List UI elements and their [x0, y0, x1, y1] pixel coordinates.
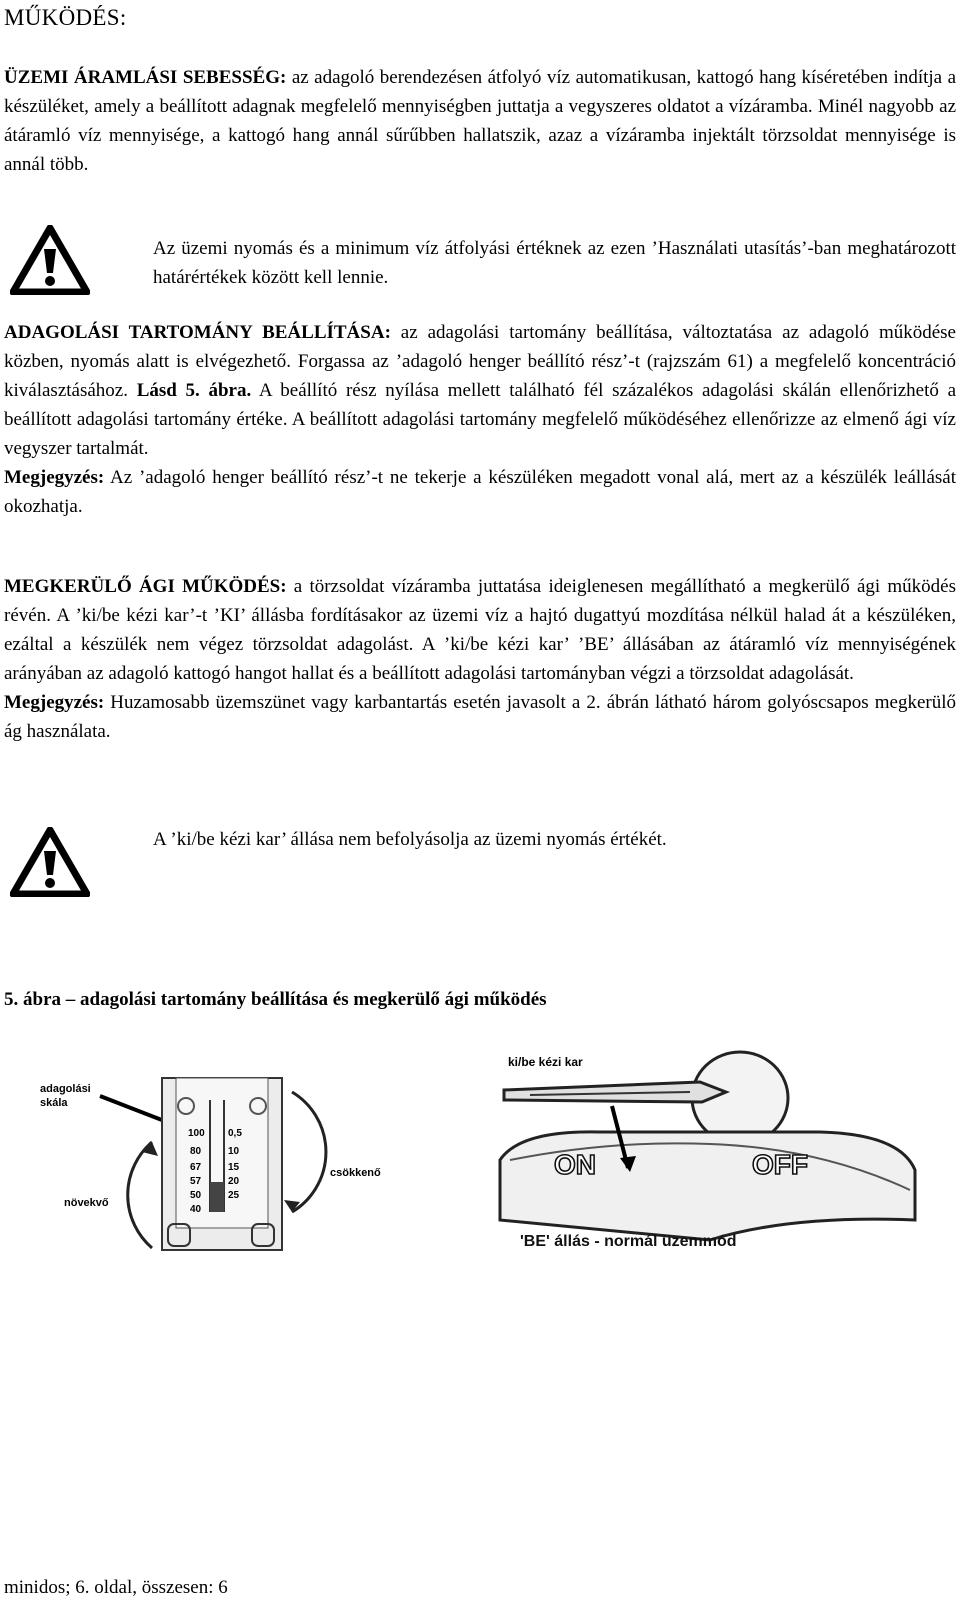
scale-tick-right: 10: [228, 1146, 240, 1157]
figure-caption: 5. ábra – adagolási tartomány beállítása és megkerülő ági működés: [4, 989, 547, 1010]
section-flow-rate: [4, 63, 956, 179]
section-text: az adagoló berendezésen átfolyó víz automatikusan, kattogó hang kíséretében indítja a készüléket, amely a beállított adagnak megfelelő mennyiségben juttatja a vegyszeres oldatot a vízáramba. Minél nagyobb az átáramló víz mennyisége, a kattogó hang annál sűrűbben hallatszik, azaz a vízáramba injektált törzsoldat mennyisége is annál több.: [4, 67, 957, 175]
section-bypass: [4, 572, 956, 746]
scale-tick-right: 0,5: [228, 1128, 242, 1139]
section-dosing-range: [4, 318, 956, 521]
on-label: ON: [554, 1149, 596, 1180]
figure-reference: Lásd 5. ábra.: [136, 380, 252, 401]
scale-tick-right: 25: [228, 1190, 240, 1201]
note-label: Megjegyzés:: [4, 692, 105, 713]
section-text: az adagolási tartomány beállítása, változtatása az adagoló működése közben, nyomás alatt is elvégezhető. Forgassa az ’adagoló henger beállító rész’-t (rajzszám 61) a megfelelő koncentráció kiválasztásához.: [4, 322, 956, 401]
scale-tick-left: 57: [190, 1176, 202, 1187]
rotation-arc-right: [292, 1092, 326, 1212]
scale-tick-right: 20: [228, 1176, 240, 1187]
scale-tick-left: 67: [190, 1162, 202, 1173]
section-heading: MEGKERÜLŐ ÁGI MŰKÖDÉS:: [4, 576, 287, 597]
decrease-label: csökkenő: [330, 1167, 381, 1179]
scale-tick-left: 80: [190, 1146, 202, 1157]
section-heading: ADAGOLÁSI TARTOMÁNY BEÁLLÍTÁSA:: [4, 322, 391, 343]
section-heading: ÜZEMI ÁRAMLÁSI SEBESSÉG:: [4, 67, 287, 88]
mode-caption: 'BE' állás - normál üzemmód: [520, 1233, 737, 1250]
warning-icon: [10, 827, 90, 897]
increase-label: növekvő: [64, 1197, 109, 1209]
warning-icon: [10, 225, 90, 295]
note-label: Megjegyzés:: [4, 467, 105, 488]
page-title: MŰKÖDÉS:: [4, 5, 127, 30]
section-text: a törzsoldat vízáramba juttatása ideiglenesen megállítható a megkerülő ági működés révén. A ’ki/be kézi kar’-t ’KI’ állásba fordításakor az üzemi víz a hajtó dugattyú mozdítása nélkül halad át a készüléken, ezáltal a készülék nem végez törzsoldat adagolást. A ’ki/be kézi kar’ ’BE’ állásában az átáramló víz mennyiségének arányában az adagoló kattogó hangot hallat és a beállított adagolási tartományban végzi a törzsoldat adagolását.: [4, 576, 956, 684]
off-label: OFF: [752, 1149, 808, 1180]
lever-label: ki/be kézi kar: [508, 1055, 583, 1069]
scale-tick-right: 15: [228, 1162, 240, 1173]
rotation-arc-left: [128, 1142, 152, 1248]
scale-label-line2: skála: [40, 1097, 68, 1109]
arrow-head: [284, 1200, 300, 1212]
warning-text: Az üzemi nyomás és a minimum víz átfolyási értéknek az ezen ’Használati utasítás’-ban meghatározott határértékek között kell lennie.: [153, 238, 956, 288]
scale-tick-left: 100: [188, 1128, 205, 1139]
lever-handle: [504, 1082, 726, 1102]
scale-level: [210, 1182, 224, 1212]
note-text: Az ’adagoló henger beállító rész’-t ne tekerje a készüléken megadott vonal alá, mert az a készülék leállását okozhatja.: [4, 467, 956, 517]
dosing-scale-figure: [30, 1072, 430, 1262]
page-footer: minidos; 6. oldal, összesen: 6: [4, 1577, 228, 1598]
section-text: A beállító rész nyílása mellett található fél százalékos adagolási skálán ellenőrizhető a beállított adagolási tartomány értéke. A beállított adagolási tartomány megfelelő működéséhez ellenőrizze az elmenő ági víz vegyszer tartalmát.: [4, 380, 957, 459]
scale-tick-left: 40: [190, 1204, 202, 1215]
bypass-lever-figure: [490, 1040, 930, 1260]
note-text: Huzamosabb üzemszünet vagy karbantartás esetén javasolt a 2. ábrán látható három golyóscsapos megkerülő ág használata.: [4, 692, 956, 742]
warning-text: A ’ki/be kézi kar’ állása nem befolyásolja az üzemi nyomás értékét.: [153, 829, 667, 850]
scale-tick-left: 50: [190, 1190, 202, 1201]
scale-label-line1: adagolási: [40, 1083, 91, 1095]
